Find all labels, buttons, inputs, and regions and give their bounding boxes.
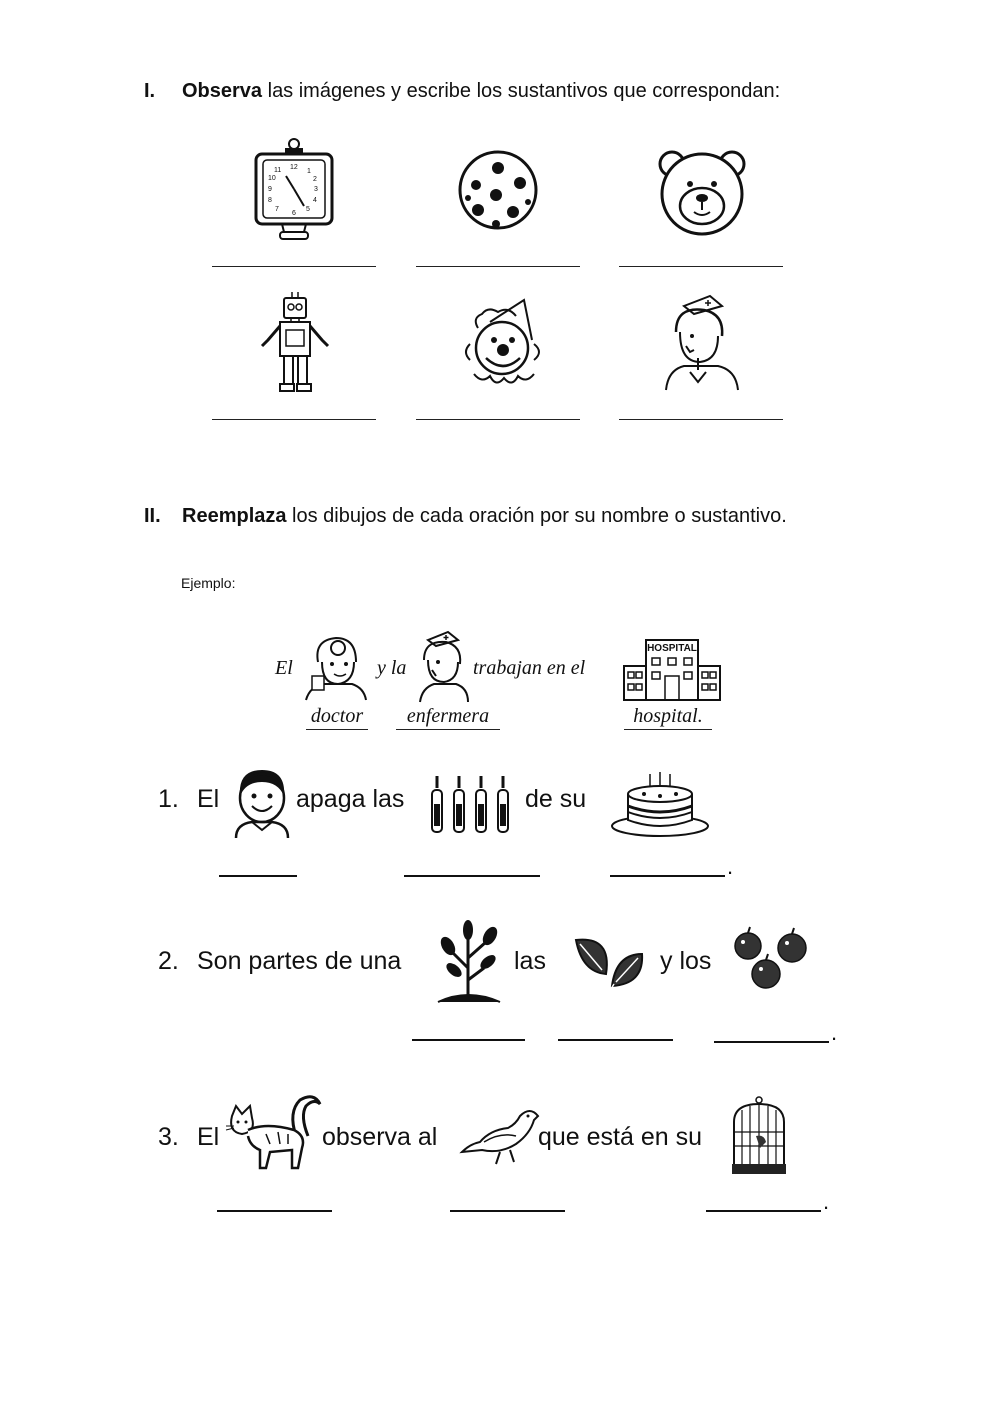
example-word-2: y la bbox=[377, 657, 407, 679]
example-label: Ejemplo: bbox=[181, 575, 236, 591]
cake-icon bbox=[610, 770, 710, 838]
section-2-number: II. bbox=[144, 505, 161, 527]
robot-icon bbox=[258, 292, 330, 396]
leaves-icon bbox=[572, 934, 646, 998]
clown-icon bbox=[458, 298, 552, 390]
item-2-word-1: Son partes de una bbox=[197, 947, 402, 975]
section-1-number: I. bbox=[144, 80, 156, 102]
section-2-text: los dibujos de cada oración por su nombre o sustantivo. bbox=[286, 505, 787, 527]
ball-icon bbox=[458, 150, 540, 232]
answer-line-clock[interactable] bbox=[212, 266, 376, 267]
item-1-answer-line-1[interactable] bbox=[219, 875, 297, 877]
item-2-answer-line-3[interactable] bbox=[714, 1041, 829, 1043]
svg-text:9: 9 bbox=[268, 186, 272, 193]
item-1-word-2: apaga las bbox=[296, 785, 405, 813]
bear-face-icon bbox=[656, 146, 750, 238]
cat-icon bbox=[226, 1092, 324, 1172]
item-2-period: . bbox=[831, 1020, 838, 1045]
item-2-number: 2. bbox=[158, 947, 179, 975]
item-3-word-3: que está en su bbox=[538, 1123, 703, 1151]
answer-line-clown[interactable] bbox=[416, 419, 580, 420]
section-1-bold: Observa bbox=[182, 80, 263, 102]
item-1-word-1: El bbox=[197, 785, 220, 813]
item-3-answer-line-2[interactable] bbox=[450, 1210, 565, 1212]
item-1-period: . bbox=[727, 854, 734, 879]
clock-icon bbox=[252, 138, 336, 244]
item-1-word-3: de su bbox=[525, 785, 587, 813]
candles-icon bbox=[426, 774, 516, 836]
svg-text:10: 10 bbox=[268, 175, 276, 182]
item-2-answer-line-2[interactable] bbox=[558, 1039, 673, 1041]
item-1-answer-line-2[interactable] bbox=[404, 875, 540, 877]
example-word-3: trabajan en el bbox=[473, 657, 586, 679]
answer-line-nurse[interactable] bbox=[619, 419, 783, 420]
plant-icon bbox=[434, 918, 504, 1006]
section-2-title bbox=[144, 505, 787, 528]
doctor-icon bbox=[304, 632, 368, 702]
svg-text:6: 6 bbox=[292, 210, 296, 217]
svg-text:3: 3 bbox=[314, 186, 318, 193]
item-3-period: . bbox=[823, 1189, 830, 1214]
item-1-answer-line-3[interactable] bbox=[610, 875, 725, 877]
section-1-title bbox=[144, 80, 780, 103]
svg-text:5: 5 bbox=[306, 206, 310, 213]
section-2-bold: Reemplaza bbox=[182, 505, 287, 527]
example-nurse-icon bbox=[418, 630, 470, 702]
section-1-text: las imágenes y escribe los sustantivos que correspondan: bbox=[262, 80, 781, 102]
example-word-1: El bbox=[275, 657, 293, 679]
bird-icon bbox=[460, 1104, 540, 1168]
svg-text:11: 11 bbox=[274, 167, 282, 174]
svg-text:8: 8 bbox=[268, 197, 272, 204]
answer-line-ball[interactable] bbox=[416, 266, 580, 267]
item-1-number: 1. bbox=[158, 785, 179, 813]
birdcage-icon bbox=[730, 1096, 788, 1176]
item-3-answer-line-3[interactable] bbox=[706, 1210, 821, 1212]
svg-text:1: 1 bbox=[307, 168, 311, 175]
apples-icon bbox=[732, 926, 810, 992]
item-3-word-1: El bbox=[197, 1123, 220, 1151]
item-2-word-2: las bbox=[514, 947, 546, 975]
example-answer-1: doctor bbox=[306, 705, 368, 730]
item-3-answer-line-1[interactable] bbox=[217, 1210, 332, 1212]
item-3-number: 3. bbox=[158, 1123, 179, 1151]
nurse-icon bbox=[664, 292, 740, 392]
example-answer-3: hospital. bbox=[624, 705, 712, 730]
svg-text:4: 4 bbox=[313, 197, 317, 204]
item-3-word-2: observa al bbox=[322, 1123, 438, 1151]
item-2-answer-line-1[interactable] bbox=[412, 1039, 525, 1041]
svg-text:12: 12 bbox=[290, 164, 298, 171]
answer-line-bear[interactable] bbox=[619, 266, 783, 267]
hospital-icon bbox=[622, 636, 722, 702]
example-answer-2: enfermera bbox=[396, 705, 500, 730]
svg-text:7: 7 bbox=[275, 206, 279, 213]
svg-text:2: 2 bbox=[313, 176, 317, 183]
item-2-word-3: y los bbox=[660, 947, 712, 975]
boy-icon bbox=[232, 766, 294, 838]
answer-line-robot[interactable] bbox=[212, 419, 376, 420]
hospital-sign: HOSPITAL bbox=[647, 643, 697, 654]
